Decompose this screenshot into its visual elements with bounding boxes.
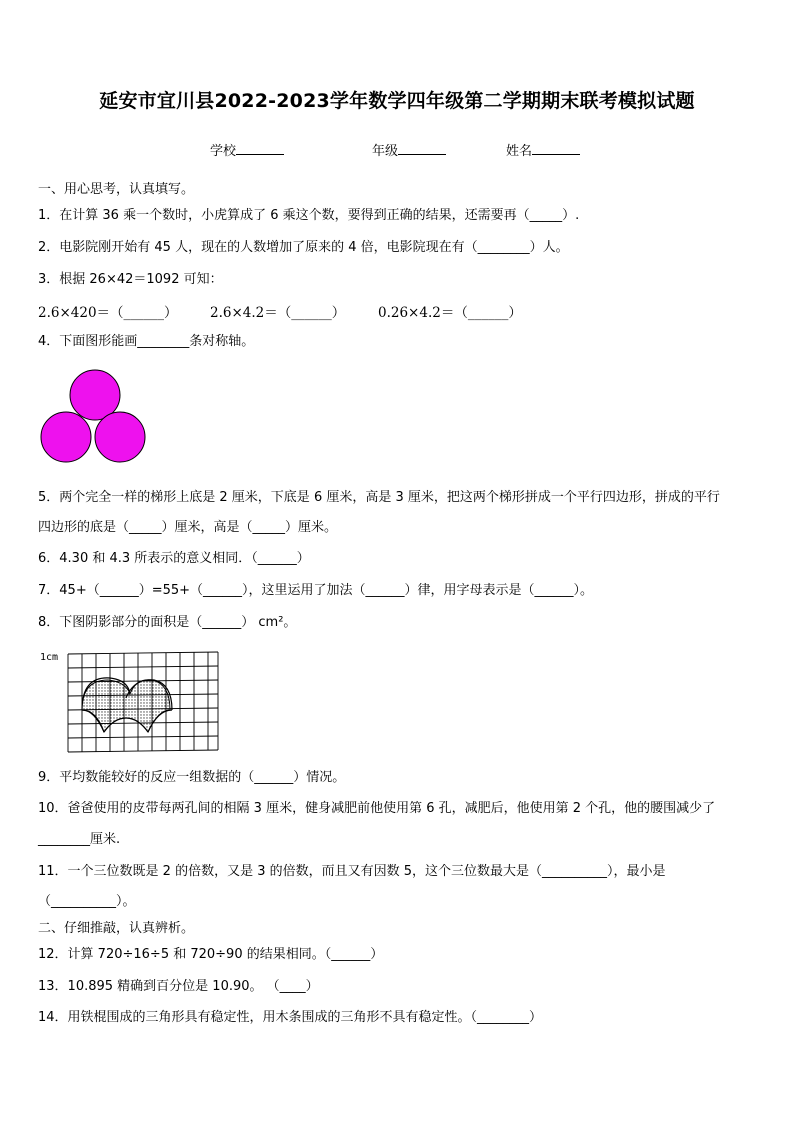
question-9: 9．平均数能较好的反应一组数据的（______）情况。: [38, 770, 346, 785]
question-14: 14．用铁棍围成的三角形具有稳定性，用木条围成的三角形不具有稳定性。（________）: [38, 1010, 543, 1025]
question-5-line-1: 5．两个完全一样的梯形上底是 2 厘米，下底是 6 厘米，高是 3 厘米，把这两个梯形拼成一个平行四边形，拼成的平行: [38, 490, 720, 505]
right-circle: [95, 412, 145, 462]
question-3-calc-3: 0.26×4.2＝（______）: [378, 305, 522, 321]
section-2-heading: 二、仔细推敲，认真辨析。: [38, 921, 195, 936]
question-11-line-2: （__________）。: [38, 894, 136, 909]
grade-label: 年级: [372, 144, 399, 159]
question-3-calc-1: 2.6×420＝（______）: [38, 305, 178, 321]
grid-scale-label: 1cm: [40, 652, 59, 663]
name-field: [506, 140, 580, 159]
name-blank[interactable]: [532, 142, 580, 155]
question-1: 1．在计算 36 乘一个数时，小虎算成了 6 乘这个数，要得到正确的结果，还需要再（_____）.: [38, 208, 580, 223]
grade-blank[interactable]: [398, 142, 446, 155]
question-3-calc-2: 2.6×4.2＝（______）: [210, 305, 346, 321]
question-10-line-1: 10．爸爸使用的皮带每两孔间的相隔 3 厘米，健身减肥前他使用第 6 孔，减肥后，他使用第 2 个孔，他的腰围减少了: [38, 801, 716, 816]
question-4: 4．下面图形能画________条对称轴。: [38, 334, 255, 349]
exam-title: 延安市宜川县2022-2023学年数学四年级第二学期期末联考模拟试题: [99, 90, 695, 112]
question-8: 8．下图阴影部分的面积是（______） cm²。: [38, 615, 297, 630]
top-circle: [70, 370, 120, 420]
shaded-region: [82, 680, 170, 732]
name-label: 姓名: [506, 144, 533, 159]
question-6: 6．4.30 和 4.3 所表示的意义相同．（______）: [38, 551, 310, 566]
question-3: 3．根据 26×42＝1092 可知：: [38, 272, 223, 287]
question-10-line-2: ________厘米.: [38, 832, 121, 847]
school-field: [210, 140, 284, 159]
question-2: 2．电影院刚开始有 45 人，现在的人数增加了原来的 4 倍，电影院现在有（________）人。: [38, 240, 569, 255]
section-1-heading: 一、用心思考，认真填写。: [38, 182, 195, 197]
question-11-line-1: 11．一个三位数既是 2 的倍数，又是 3 的倍数，而且又有因数 5，这个三位数最大是（__________），最小是: [38, 864, 666, 879]
school-blank[interactable]: [236, 142, 284, 155]
shaded-grid-figure: [38, 648, 222, 754]
school-label: 学校: [210, 144, 237, 159]
question-7: 7．45+（______）=55+（______），这里运用了加法（______）律，用字母表示是（______）。: [38, 583, 594, 598]
left-circle: [41, 412, 91, 462]
question-5-line-2: 四边形的底是（_____）厘米，高是（_____）厘米。: [38, 520, 338, 535]
three-circles-figure: [38, 368, 150, 464]
question-13: 13．10.895 精确到百分位是 10.90。 （____）: [38, 979, 319, 994]
question-12: 12．计算 720÷16÷5 和 720÷90 的结果相同。（______）: [38, 947, 384, 962]
grade-field: [372, 140, 446, 159]
